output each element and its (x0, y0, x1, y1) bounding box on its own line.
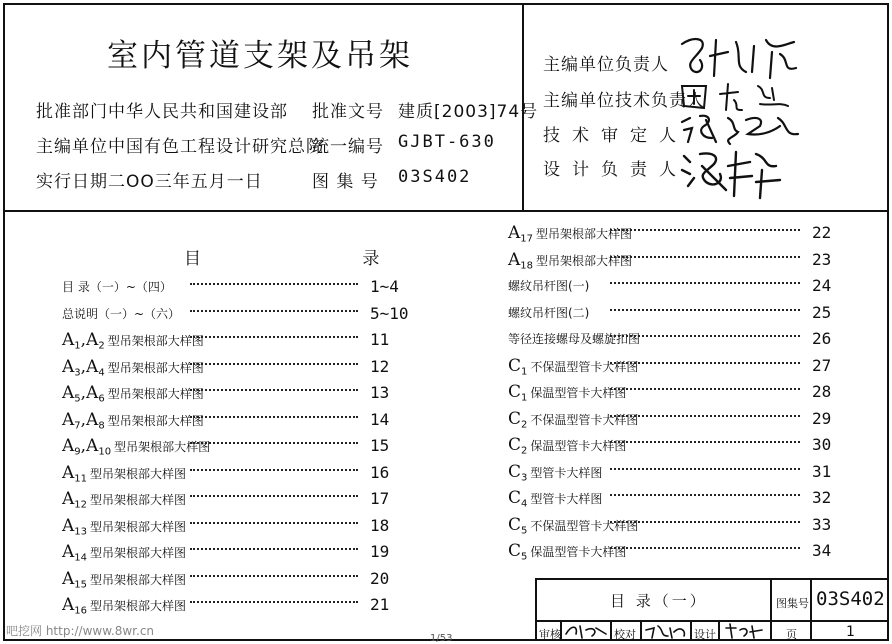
toc-entry-code: C (508, 355, 522, 376)
toc-entry-code-index: 2 (521, 418, 528, 430)
toc-entry-code: C (508, 541, 522, 561)
toc-entry-title (62, 276, 172, 298)
toc-entry-page: 27 (812, 355, 832, 375)
toc-entry-code-index: 3 (74, 366, 81, 378)
toc-leader-dots (190, 363, 358, 365)
toc-entry-page: 30 (812, 435, 832, 454)
signature-design-lead (676, 146, 796, 202)
toc-entry-text: 不保温型管卡大样图 (530, 359, 639, 374)
unified-no-value: GJBT-630 (398, 132, 496, 152)
toc-leader-dots (610, 388, 800, 390)
toc-entry-title (508, 408, 638, 436)
toc-entry-title (62, 568, 186, 596)
toc-leader-dots (190, 389, 358, 391)
toc-entry-text: 型吊架根部大样图 (536, 227, 633, 241)
toc-entry-page: 33 (812, 514, 832, 534)
toc-entry-page: 12 (370, 356, 390, 376)
toc-entry (62, 568, 410, 590)
toc-entry (62, 462, 410, 484)
titleblock-sep-5 (640, 620, 642, 641)
toc-entry-title (508, 302, 589, 324)
editor-unit-value: 中国有色工程设计研究总院 (108, 137, 324, 157)
toc-entry-title (508, 540, 626, 568)
toc-entry-code-index: 5 (74, 393, 81, 405)
responsible-label-chief-editor: 主编单位负责人 (543, 55, 669, 75)
toc-entry-text: 保温型管卡大样图 (530, 545, 627, 559)
toc-entry-page: 21 (370, 595, 390, 614)
toc-entry (62, 303, 410, 325)
signature-designer (722, 622, 766, 640)
toc-entry (62, 435, 410, 457)
toc-entry (508, 381, 852, 403)
toc-entry-code: A (62, 330, 75, 350)
toc-entry-text: 型吊架根部大样图 (536, 253, 633, 268)
toc-entry-code: C (508, 514, 522, 535)
toc-entry-title (62, 594, 186, 622)
toc-entry-page: 15 (370, 436, 390, 455)
sheet-title: 目 录（一） (610, 592, 708, 610)
toc-entry-code-index: 6 (98, 393, 105, 405)
toc-entry-text: 保温型管卡大样图 (530, 386, 627, 400)
toc-entry-code-index: 13 (74, 525, 88, 537)
toc-leader-dots (190, 601, 358, 603)
toc-entry-code: A (62, 489, 75, 509)
toc-entry-text: 目 录（一）~（四） (62, 280, 172, 294)
toc-entry-text: 不保温型管卡大样图 (530, 412, 639, 427)
toc-entry-code-index: 18 (520, 259, 534, 271)
header-divider (3, 210, 889, 212)
toc-entry-page: 17 (370, 489, 390, 508)
toc-entry-code-index: 2 (98, 340, 105, 352)
toc-entry-code: C (508, 488, 522, 508)
check-label: 校对 (614, 628, 636, 641)
toc-entry-text: 总说明（一）~（六） (62, 306, 181, 321)
toc-entry-page: 28 (812, 382, 832, 401)
titleblock-atlas-value: 03S402 (816, 588, 885, 610)
toc-entry-text: 型吊架根部大样图 (107, 334, 204, 348)
toc-leader-dots (190, 548, 358, 550)
toc-entry (508, 355, 852, 377)
titleblock-sep-7 (718, 620, 720, 641)
toc-entry-text: 型吊架根部大样图 (107, 387, 204, 401)
toc-leader-dots (190, 575, 358, 577)
page-label: 页 (786, 628, 797, 641)
responsible-label-technical-lead: 主编单位技术负责人 (543, 91, 705, 111)
toc-entry (62, 594, 410, 616)
toc-entry-title (508, 514, 638, 542)
toc-leader-dots (190, 283, 358, 285)
toc-entry (508, 275, 852, 297)
toc-entry-text: 型吊架根部大样图 (90, 546, 187, 560)
toc-entry-page: 14 (370, 409, 390, 429)
signature-reviewer (564, 622, 608, 640)
toc-leader-dots (190, 416, 358, 418)
toc-entry-text: 型吊架根部大样图 (90, 466, 187, 481)
toc-title: 目 录 (184, 249, 458, 269)
toc-entry-code: ,A (80, 330, 99, 350)
titleblock-atlas-label: 图集号 (776, 597, 809, 610)
toc-entry-page: 20 (370, 568, 390, 588)
toc-entry-page: 24 (812, 276, 832, 295)
effective-date-label: 实行日期 (36, 172, 108, 192)
toc-leader-dots (190, 310, 358, 312)
toc-entry-code-index: 11 (74, 472, 88, 484)
toc-entry-text: 螺纹吊杆图(二) (508, 305, 590, 320)
toc-entry (508, 222, 852, 244)
toc-entry-code: A (62, 568, 75, 589)
toc-entry (62, 515, 410, 537)
toc-entry-title (508, 487, 602, 515)
toc-entry-text: 不保温型管卡大样图 (530, 518, 639, 533)
approval-dept-value: 中华人民共和国建设部 (108, 102, 288, 122)
toc-entry-text: 型管卡大样图 (530, 492, 603, 506)
toc-entry-page: 34 (812, 541, 832, 560)
toc-entry (62, 382, 410, 404)
toc-entry-title (62, 462, 186, 490)
toc-entry-page: 19 (370, 542, 390, 561)
toc-entry-title (508, 381, 626, 409)
toc-entry-code-index: 14 (74, 552, 88, 564)
review-label: 审核 (539, 628, 561, 641)
toc-leader-dots (610, 494, 800, 496)
toc-entry-code-index: 10 (98, 446, 112, 458)
titleblock-top-border (535, 578, 889, 580)
toc-entry-title (62, 303, 180, 325)
toc-entry-title (508, 355, 638, 383)
page-value: 1 (846, 624, 855, 640)
toc-entry-text: 保温型管卡大样图 (530, 439, 627, 453)
toc-entry-code: A (62, 515, 75, 536)
toc-entry-title (62, 382, 204, 410)
toc-entry-page: 13 (370, 383, 390, 402)
toc-entry-code: A (62, 356, 75, 377)
toc-entry-code: C (508, 382, 522, 402)
toc-entry-code-index: 8 (98, 419, 105, 431)
toc-entry-code: C (508, 461, 522, 482)
signature-chief-editor (676, 32, 806, 82)
toc-entry (62, 276, 410, 298)
toc-entry-code-index: 16 (74, 605, 88, 617)
toc-entry (508, 434, 852, 456)
toc-entry-code: ,A (80, 409, 99, 430)
toc-entry-page: 22 (812, 223, 832, 242)
toc-entry (508, 461, 852, 483)
titleblock-left-border (535, 578, 537, 641)
approval-dept-label: 批准部门 (36, 102, 108, 122)
toc-entry-page: 11 (370, 330, 390, 349)
toc-entry (508, 408, 852, 430)
toc-entry-code-index: 12 (74, 499, 88, 511)
page-title: 室内管道支架及吊架 (107, 38, 413, 74)
toc-entry-page: 18 (370, 515, 390, 535)
toc-leader-dots (610, 468, 800, 470)
toc-entry-code-index: 1 (521, 392, 528, 404)
toc-entry-page: 31 (812, 461, 832, 481)
atlas-no-label: 图 集 号 (312, 172, 379, 192)
toc-entry-text: 等径连接螺母及螺旋扣图 (508, 332, 641, 346)
toc-entry-code-index: 5 (521, 551, 528, 563)
toc-entry-page: 5~10 (370, 303, 409, 323)
toc-entry-page: 1~4 (370, 277, 399, 296)
toc-entry (62, 329, 410, 351)
toc-entry-page: 23 (812, 249, 832, 269)
toc-entry-code: A (62, 383, 75, 403)
toc-entry-page: 26 (812, 329, 832, 348)
toc-entry (62, 356, 410, 378)
titleblock-sep-6 (690, 620, 692, 641)
toc-leader-dots (610, 256, 800, 258)
toc-entry-code: C (508, 408, 522, 429)
signature-technical-reviewer (676, 108, 806, 150)
toc-entry-code: ,A (80, 356, 99, 377)
toc-entry-title (62, 356, 204, 384)
toc-entry-code: A (62, 462, 75, 483)
toc-entry-title (508, 275, 589, 297)
toc-entry-page: 32 (812, 488, 832, 507)
toc-entry-text: 螺纹吊杆图(一) (508, 279, 590, 293)
toc-entry-title (508, 461, 602, 489)
toc-entry-title (508, 328, 640, 350)
toc-entry-code-index: 2 (521, 445, 528, 457)
toc-leader-dots (610, 335, 800, 337)
responsible-label-design-lead: 设计负责人 (543, 160, 688, 180)
toc-entry (508, 514, 852, 536)
toc-entry (62, 409, 410, 431)
toc-entry-code: A (62, 436, 75, 456)
approval-doc-value: 建质[2003]74号 (398, 102, 539, 122)
toc-leader-dots (610, 547, 800, 549)
toc-entry-title (62, 541, 186, 569)
toc-entry-title (508, 434, 626, 462)
toc-leader-dots (190, 469, 358, 471)
toc-leader-dots (610, 282, 800, 284)
toc-leader-dots (610, 415, 800, 417)
toc-entry-text: 型吊架根部大样图 (90, 599, 187, 613)
toc-entry-code-index: 15 (74, 578, 88, 590)
toc-entry-code: C (508, 435, 522, 455)
site-watermark: 吧挖网 http://www.8wr.cn (6, 624, 155, 638)
toc-leader-dots (190, 522, 358, 524)
toc-entry-code: ,A (80, 383, 99, 403)
toc-entry-title (62, 435, 210, 463)
toc-entry-code-index: 4 (521, 498, 528, 510)
titleblock-sep-4 (610, 620, 612, 641)
toc-entry-text: 型吊架根部大样图 (90, 572, 187, 587)
footer-page-indicator: 1/53 (430, 633, 453, 644)
toc-entry-title (508, 222, 632, 250)
toc-entry-page: 16 (370, 462, 390, 482)
toc-leader-dots (190, 495, 358, 497)
toc-entry-title (62, 409, 204, 437)
editor-unit-label: 主编单位 (36, 137, 108, 157)
toc-entry-code-index: 9 (74, 446, 81, 458)
titleblock-sep-2 (810, 578, 812, 641)
toc-entry-text: 型吊架根部大样图 (90, 519, 187, 534)
toc-entry-code-index: 7 (74, 419, 81, 431)
toc-entry-code-index: 1 (74, 340, 81, 352)
toc-entry (62, 541, 410, 563)
toc-entry-text: 型吊架根部大样图 (107, 413, 204, 428)
toc-entry-page: 29 (812, 408, 832, 428)
responsible-label-technical-reviewer: 技术审定人 (543, 126, 688, 146)
toc-entry-title (62, 488, 186, 516)
toc-entry-code-index: 4 (98, 366, 105, 378)
signature-checker (644, 622, 688, 640)
toc-leader-dots (610, 309, 800, 311)
toc-entry-code: ,A (80, 436, 99, 456)
toc-entry-code: A (508, 223, 521, 243)
toc-entry-code-index: 5 (521, 524, 528, 536)
toc-leader-dots (610, 521, 800, 523)
toc-entry-text: 型吊架根部大样图 (114, 440, 211, 454)
toc-entry-page: 25 (812, 302, 832, 322)
toc-entry (508, 302, 852, 324)
toc-entry (508, 487, 852, 509)
toc-leader-dots (610, 229, 800, 231)
toc-leader-dots (610, 362, 800, 364)
toc-entry-code-index: 3 (521, 471, 528, 483)
toc-entry (508, 328, 852, 350)
titleblock-sep-1 (770, 578, 772, 641)
atlas-no-value: 03S402 (398, 167, 472, 187)
toc-entry-text: 型管卡大样图 (530, 465, 603, 480)
unified-no-label: 统一编号 (312, 137, 384, 157)
toc-entry-code: A (62, 595, 75, 615)
toc-entry (508, 249, 852, 271)
toc-entry-code: A (508, 249, 521, 270)
approval-doc-label: 批准文号 (312, 102, 384, 122)
toc-entry (508, 540, 852, 562)
toc-leader-dots (190, 442, 358, 444)
toc-entry-code-index: 17 (520, 233, 534, 245)
toc-entry (62, 488, 410, 510)
toc-entry-code: A (62, 542, 75, 562)
toc-entry-text: 型吊架根部大样图 (107, 360, 204, 375)
toc-entry-code: A (62, 409, 75, 430)
toc-entry-title (62, 515, 186, 543)
design-label: 设计 (694, 628, 716, 641)
toc-leader-dots (610, 441, 800, 443)
toc-entry-title (508, 249, 632, 277)
toc-entry-text: 型吊架根部大样图 (90, 493, 187, 507)
effective-date-value: 二OO三年五月一日 (108, 172, 263, 192)
toc-entry-title (62, 329, 204, 357)
toc-entry-code-index: 1 (521, 365, 528, 377)
toc-leader-dots (190, 336, 358, 338)
